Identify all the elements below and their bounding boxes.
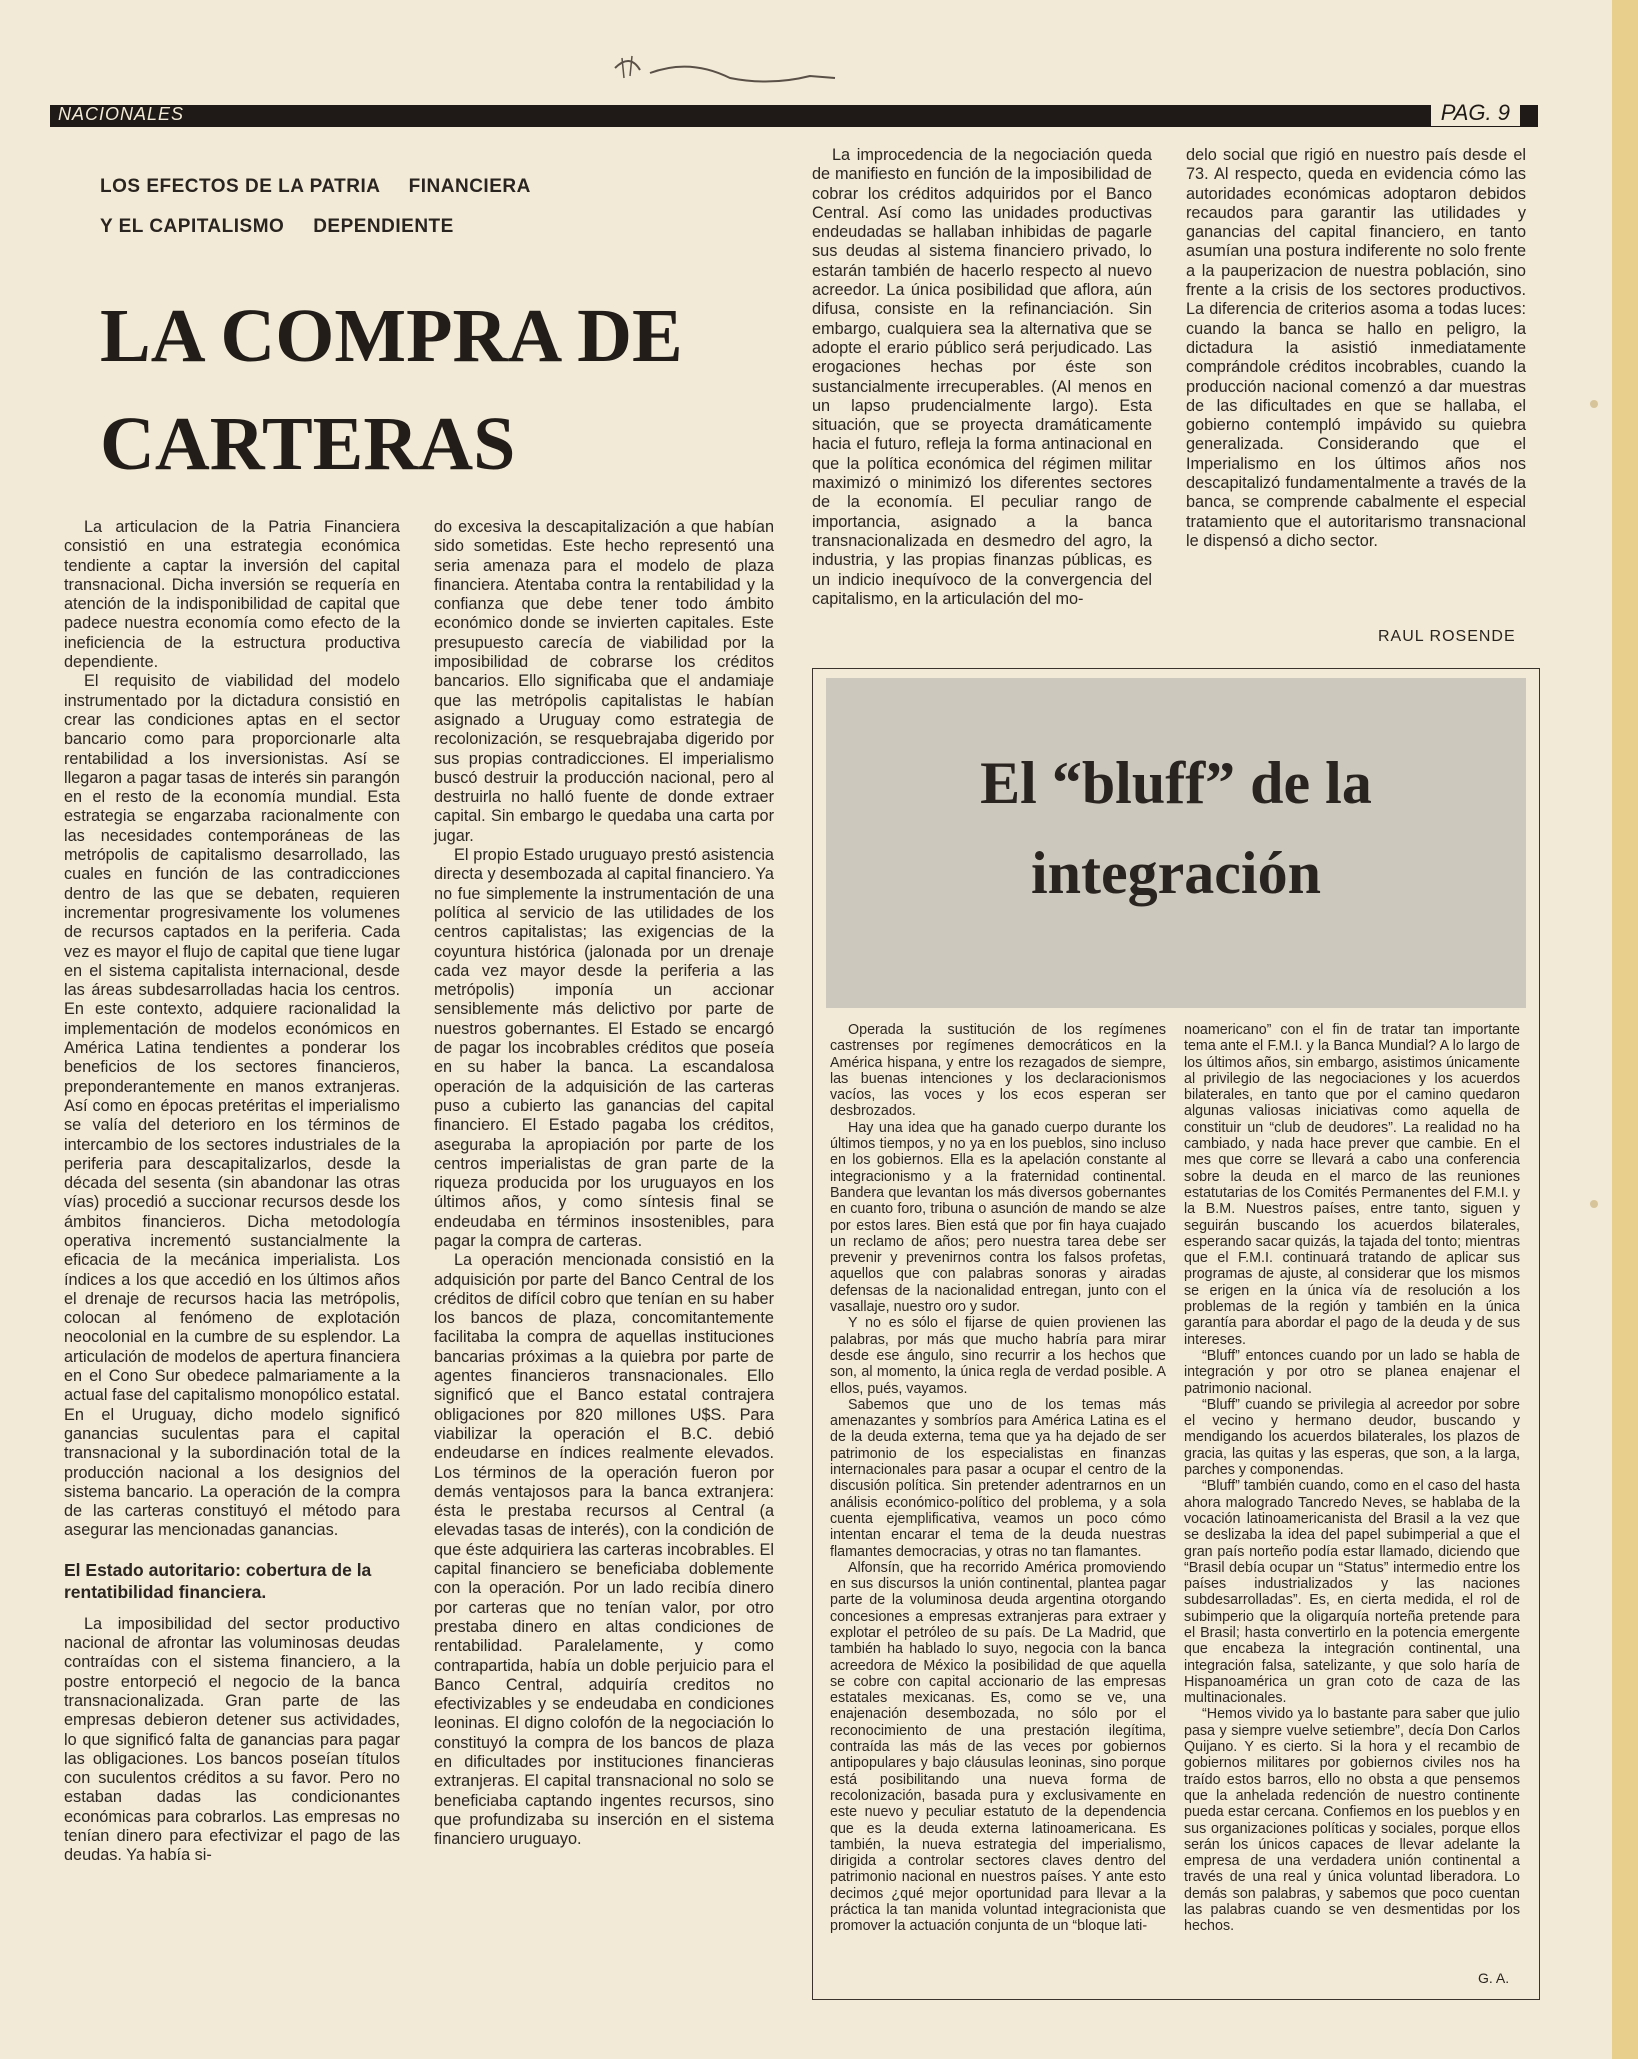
page-edge (1612, 0, 1638, 2059)
boxed-article-column-2 (1184, 1022, 1520, 1935)
paragraph: “Bluff” entonces cuando por un lado se habla de integración y por otro se planea enajenar el patrimonio nacional. (1184, 1347, 1520, 1397)
boxed-article-title (826, 738, 1526, 918)
paragraph: Hay una idea que ha ganado cuerpo durante los últimos tiempos, y no ya en los pueblos, sino incluso en los gobiernos. Ella es la apelación constante al integracionismo y a la fraternidad continental. Bandera que levantan los más diversos gobernantes en cuanto foro, tribuna o asunción de mando se alze por estos lares. Bien está que por fin haya cuajado un reclamo de años; pero nuestra tarea debe ser prevenir y prevenirnos contra los falsos profetas, aquellos que con palabras sonoras y airadas defensas de la nacionalidad entregan, junto con el vasallaje, nuestro oro y sudor. (830, 1119, 1166, 1316)
paragraph: noamericano” con el fin de tratar tan importante tema ante el F.M.I. y la Banca Mundial? A lo largo de los últimos años, sin embargo, asistimos únicamente al privilegio de las negociaciones y los acuerdos bilaterales, en tanto que por el camino quedaron algunas valiosas iniciativas como aquella de constituir un “club de deudores”. La realidad no ha cambiado, y nada hace prever que cambie. En el mes que corre se llevará a cabo una conferencia sobre la deuda en el marco de las reuniones estatutarias de los Comités Permanentes del F.M.I. y la B.M. Nuestros países, entre tanto, siguen y seguirán buscando los acuerdos bilaterales, esperando sacar quizás, la tajada del tonto; mientras que el F.M.I. continuará tratando de aplicar sus programas de ajuste, al considerar que los mismos se erigen en la única vía de resolución a los problemas de la región y también en la única garantía para abordar el pago de la deuda y de sus intereses. (1184, 1022, 1520, 1348)
article-kicker-line2: Y EL CAPITALISMO DEPENDIENTE (100, 216, 454, 237)
paragraph: do excesiva la descapitalización a que habían sido sometidas. Este hecho representó una seria amenaza para el modelo de plaza financiera. Atentaba contra la rentabilidad y la confianza que debe tener todo ámbito económico donde se invierten capitales. Este presupuesto carecía de viabilidad por la imposibilidad de cobrarse los créditos bancarios. Ello significaba que el andamiaje que las metrópolis capitalistas le habían asignado a Uruguay como estrategia de recolonización, se resquebrajaba digerido por sus propias contradicciones. El imperialismo buscó destruir la producción nacional, pero al destruirla no halló fuente de donde extraer capital. Sin embargo le quedaba una carta por jugar. (434, 518, 774, 845)
paragraph: El propio Estado uruguayo prestó asistencia directa y desembozada al capital financiero. Ya no fue simplemente la instrumentación de una política al servicio de las utilidades de los centros capitalistas; las exigencias de la coyuntura histórica (jalonada por un drenaje cada vez mayor desde la periferia a las metrópolis) imponía un accionar sensiblemente más delictivo por parte de nuestros gobernantes. El Estado se encargó de pagar los incobrables créditos que poseía en su haber la banca. La escandalosa operación de la adquisición de las carteras puso a cubierto las ganancias del capital financiero. El Estado pagaba los créditos, aseguraba la apropiación por parte de los centros imperialistas de gran parte de la riqueza producida por los uruguayos en los últimos años, y como síntesis final se endeudaba en términos insostenibles, para pagar la compra de carteras. (434, 846, 774, 1250)
article-column-2 (434, 518, 774, 1849)
staple-mark (1590, 1200, 1598, 1208)
paragraph: La articulacion de la Patria Financiera consistió en una estrategia económica tendiente a captar la inversión del capital transnacional. Dicha inversión se requería en atención de la indisponibilidad de capital que padece nuestra economía como efecto de la ineficiencia de la estructura productiva dependiente. (64, 518, 400, 672)
paragraph: “Bluff” cuando se privilegia al acreedor por sobre el vecino y hermano deudor, buscando y mendigando los acuerdos bilaterales, los plazos de gracia, las quitas y las esperas, que son, a la larga, parches y componendas. (1184, 1396, 1520, 1479)
paragraph: La imposibilidad del sector productivo nacional de afrontar las voluminosas deudas contraídas con el sistema financiero, a la postre entorpeció el negocio de la banca transnacionalizada. Gran parte de las empresas debieron detener sus actividades, lo que significó falta de ganancias para pagar las obligaciones. Los bancos poseían títulos con suculentos créditos a su favor. Pero no estaban dadas las condicionantes económicas para cobrarlos. Las empresas no tenían dinero para efectivizar el pago de las deudas. Ya había si- (64, 1614, 400, 1865)
article-column-1 (64, 518, 400, 1866)
author-initials: G. A. (1478, 1970, 1510, 1986)
paragraph: Alfonsín, que ha recorrido América promoviendo en sus discursos la unión continental, plantea pagar parte de la voluminosa deuda argentina otorgando concesiones a empresas extranjeras para extraer y explotar el petróleo de su país. De La Madrid, que también ha hablado lo suyo, negocia con la banca acreedora de México la posibilidad de que aquella se cobre con capital accionario de las empresas estatales mexicanas. Es, como se ve, una enajenación desembozada, no sólo por el reconocimiento de una prestación ilegítima, contraída las más de las veces por gobiernos antipopulares y bajo cláusulas leoninas, sino porque está posibilitando una nueva forma de recolonización, basada pura y exclusivamente en este nuevo y peculiar estatuto de la dependencia que es la deuda externa latinoamericana. Es también, la nueva estrategia del imperialismo, dirigida a controlar sectores claves dentro del patrimonio nacional en nuestros países. Y ante esto decimos ¿qué mejor oportunidad para llevar a la práctica la tan manida voluntad integracionista que promover la actuación conjunta de un “bloque lati- (830, 1559, 1166, 1935)
handwritten-scrawl-icon (610, 48, 840, 88)
staple-mark (1590, 400, 1598, 408)
title-line: El “bluff” de la (980, 750, 1372, 816)
article-kicker-line1: LOS EFECTOS DE LA PATRIA FINANCIERA (100, 176, 531, 197)
paragraph: El requisito de viabilidad del modelo instrumentado por la dictadura consistió en crear las condiciones aptas en el sector bancario como para proporcionarle alta rentabilidad a los inversionistas. Así se llegaron a pagar tasas de interés sin parangón en el resto de la economía mundial. Esta estrategia se engarzaba racionalmente con las necesidades contemporáneas de las metrópolis de capitalismo desarrollado, las cuales en función de las contradicciones dentro de las que se debaten, requieren incrementar progresivamente los volumenes de recursos captados en la periferia. Cada vez es mayor el flujo de capital que tiene lugar en el sistema capitalista internacional, desde las áreas subdesarrolladas hacia los centros. En este contexto, adquiere racionalidad la implementación de modelos económicos en América Latina tendientes a ponderar los beneficios de los sectores financieros, preponderantemente en manos extranjeras. Así como en épocas pretéritas el imperialismo se valía del deterioro en los términos de intercambio de los sectores industriales de la periferia para descapitalizarlos, desde la década del sesenta (sin abandonar las otras vías) procedió a succionar recursos desde los ámbitos financieros. Dicha metodología operativa incrementó sustancialmente la eficacia de la mecánica imperialista. Los índices a los que accedió en los últimos años el drenaje de recursos hacia las metrópolis, colocan al fenómeno de explotación neocolonial en la cumbre de su esplendor. La articulación de modelos de apertura financiera en el Cono Sur obedece palmariamente a la actual fase del capitalismo monopólico estatal. En el Uruguay, dicho modelo significó ganancias suculentas para el capital transnacional y la subordinación total de la producción nacional a los designios del sistema bancario. La operación de la compra de las carteras constituyó el método para asegurar las mencionadas ganancias. (64, 672, 400, 1540)
article-byline: RAUL ROSENDE (1378, 628, 1516, 645)
paragraph: “Hemos vivido ya lo bastante para saber que julio pasa y siempre vuelve setiembre”, decía Don Carlos Quijano. Y es cierto. Si la hora y el recambio de gobiernos militares por gobiernos civiles nos ha traído estos barros, ello no obsta a que pensemos que la anhelada redención de nuestro continente pueda estar cercana. Confiemos en los pueblos y en sus organizaciones políticas y sociales, porque ellos serán los únicos capaces de llevar adelante la empresa de una verdadera unión continental a través de una real y única voluntad liberadora. Lo demás son palabras, y sabemos que poco cuentan las palabras cuando se ven desmentidas por los hechos. (1184, 1706, 1520, 1935)
title-line: integración (1031, 840, 1321, 906)
article-headline: LA COMPRA DE CARTERAS (100, 294, 683, 486)
paragraph: La operación mencionada consistió en la adquisición por parte del Banco Central de los créditos de difícil cobro que tenían en su haber los bancos de plaza, concomitantemente facilitaba la compra de aquellas instituciones bancarias próximas a la quiebra por parte de agentes financieros transnacionales. Ello significó que el Banco estatal contrajera obligaciones por 820 millones U$S. Para viabilizar la operación el B.C. debió endeudarse en índices realmente elevados. Los términos de la operación fueron por demás ventajosos para la banca extranjera: ésta le prestaba recursos al Central (a elevadas tasas de interés), con la condición de que éste adquiriera las carteras incobrables. El capital financiero se beneficiaba doblemente con la operación. Por un lado recibía dinero por carteras que no tenían valor, por otro prestaba dinero en altas condiciones de rentabilidad. Paralelamente, y como contrapartida, había un doble perjuicio para el Banco Central, adquiría creditos no efectivizables y se endeudaba en condiciones leoninas. El digno colofón de la negociación lo constituyó la compra de los bancos de plaza en dificultades por instituciones financieras extranjeras. El capital transnacional no solo se beneficiaba captando ingentes recursos, sino que profundizaba su inserción en el sistema financiero uruguayo. (434, 1251, 774, 1849)
paragraph: Sabemos que uno de los temas más amenazantes y sombríos para América Latina es el de la deuda externa, tema que ya ha dejado de ser patrimonio de los especialistas en finanzas internacionales para pasar a ocupar el centro de la discusión política. Sin pretender adentrarnos en un análisis económico-político del problema, y a sola cuenta ejemplificativa, veamos un poco cómo intentan encarar el tema de la deuda nuestras flamantes democracias, y otras no tan flamantes. (830, 1396, 1166, 1560)
paragraph: delo social que rigió en nuestro país desde el 73. Al respecto, queda en evidencia cómo las autoridades económicas adoptaron debidos recaudos para garantir las utilidades y ganancias del capital financiero, en tanto asumían una postura indiferente no solo frente a la pauperizacion de nuestra población, sino frente a la crisis de los sectores productivos. La diferencia de criterios asoma a todas luces: cuando la banca se hallo en peligro, la dictadura la asistió inmediatamente comprándole créditos incobrables, cuando la producción nacional comenzó a dar muestras de las dificultades en que se hallaba, el gobierno contempló impávido su quiebra generalizada. Considerando que el Imperialismo en los últimos años nos descapitalizó fundamentalmente a través de la banca, se comprende cabalmente el especial tratamiento que el autoritarismo transnacional le dispensó a dicho sector. (1186, 146, 1526, 550)
paragraph: Operada la sustitución de los regímenes castrenses por regímenes democráticos en la América hispana, y entre los rezagados de siempre, las buenas intenciones y los declaracionismos vacíos, las voces y los ecos esperan ser desbrozados. (830, 1022, 1166, 1120)
boxed-article-column-1 (830, 1022, 1166, 1935)
page-number: PAG. 9 (1431, 100, 1520, 126)
article-column-4 (1186, 146, 1526, 551)
article-subhead: El Estado autoritario: cobertura de la rentatibilidad financiera. (64, 1559, 372, 1602)
section-header-bar (50, 105, 1538, 127)
article-column-3 (812, 146, 1152, 609)
paragraph: La improcedencia de la negociación queda de manifiesto en función de la imposibilidad de cobrar los créditos adquiridos por el Banco Central. Así como las unidades productivas endeudadas se hallaban inhibidas de pagarle sus deudas al sistema financiero privado, lo estarán también de hacerlo respecto al nuevo acreedor. La única posibilidad que aflora, aún difusa, consiste en la refinanciación. Sin embargo, cualquiera sea la alternativa que se adopte el erario público será perjudicado. Las erogaciones hechas por éste son sustancialmente irrecuperables. (Al menos en un lapso prudencialmente largo). Esta situación, que se proyecta dramáticamente hacia el futuro, refleja la forma antinacional en que la política económica del régimen militar maximizó o minimizó los diferentes sectores de la economía. El peculiar rango de importancia, asignado a la banca transnacionalizada en desmedro del agro, la industria, y las propias finanzas públicas, es un indicio inequívoco de la convergencia del capitalismo, en la articulación del mo- (812, 146, 1152, 608)
paragraph: “Bluff” también cuando, como en el caso del hasta ahora malogrado Tancredo Neves, se hablaba de la vocación latinoamericanista del Brasil a la vez que se deslizaba la idea del papel subimperial a que el gran país norteño podía estar llamado, diciendo que “Brasil debía ocupar un “Status” intermedio entre los países industrializados y las naciones subdesarrolladas”. Es, en cierta medida, el rol de subimperio que la oligarquía norteña pretende para el Brasil; hasta convertirlo en la potencia emergente que encabeza la integración continental, una integración falsa, satelizante, y que solo haría de Hispanoamérica un gran coto de caza de las multinacionales. (1184, 1478, 1520, 1707)
section-name: NACIONALES (58, 104, 185, 124)
paragraph: Y no es sólo el fijarse de quien provienen las palabras, por más que mucho habría para mirar desde ese ángulo, sino recurrir a los hechos que son, al momento, la única regla de verdad posible. A ellos, pués, vayamos. (830, 1315, 1166, 1397)
